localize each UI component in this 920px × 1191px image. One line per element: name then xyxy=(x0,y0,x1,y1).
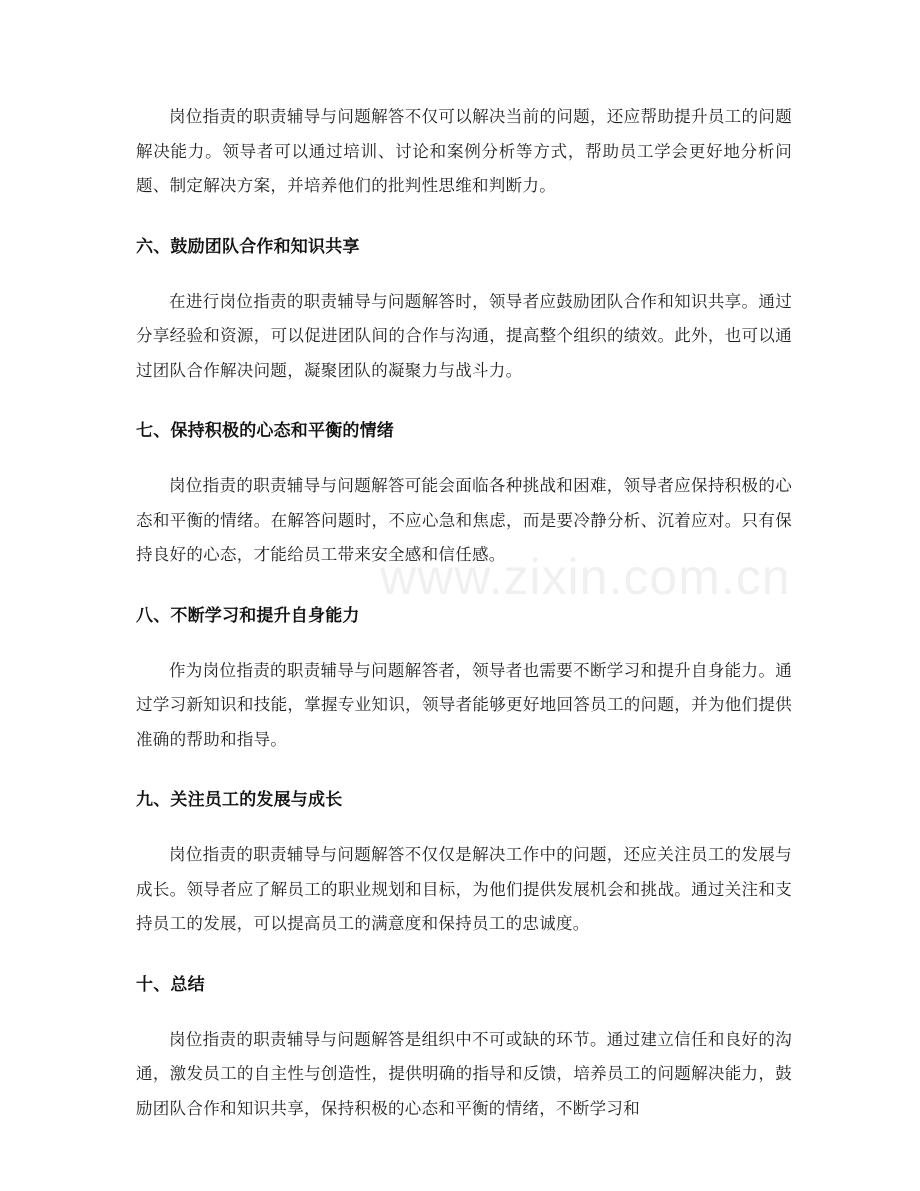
spacer xyxy=(136,388,792,414)
spacer xyxy=(136,942,792,968)
paragraph-teamwork: 在进行岗位指责的职责辅导与问题解答时，领导者应鼓励团队合作和知识共享。通过分享经验和资源，可以促进团队间的合作与沟通，提高整个组织的绩效。此外，也可以通过团队合作解决问题，凝聚团队的凝聚力与战斗力。 xyxy=(136,291,792,380)
section-heading-7: 七、保持积极的心态和平衡的情绪 xyxy=(136,421,394,441)
spacer xyxy=(136,1002,792,1023)
spacer xyxy=(136,204,792,230)
section-heading-9: 九、关注员工的发展与成长 xyxy=(136,790,343,810)
spacer xyxy=(136,448,792,469)
section-heading-8: 八、不断学习和提升自身能力 xyxy=(136,605,360,626)
paragraph-employee-growth: 岗位指责的职责辅导与问题解答不仅仅是解决工作中的问题，还应关注员工的发展与成长。领导者应了解员工的职业规划和目标，为他们提供发展机会和挑战。通过关注和支持员工的发展，可以提高员工的满意度和保持员工的忠诚度。 xyxy=(136,845,792,933)
section-heading-6: 六、鼓励团队合作和知识共享 xyxy=(136,236,360,257)
paragraph-problem-solving: 岗位指责的职责辅导与问题解答不仅可以解决当前的问题，还应帮助提升员工的问题解决能力。领导者可以通过培训、讨论和案例分析等方式，帮助员工学会更好地分析问题、制定解决方案，并培养他们的批判性思维和判断力。 xyxy=(136,107,792,195)
paragraph-attitude: 岗位指责的职责辅导与问题解答可能会面临各种挑战和困难，领导者应保持积极的心态和平衡的情绪。在解答问题时，不应心急和焦虑，而是要冷静分析、沉着应对。只有保持良好的心态，才能给员工带来安全感和信任感。 xyxy=(136,476,792,564)
spacer xyxy=(136,757,792,783)
spacer xyxy=(136,573,792,599)
watermark: www.zixin.com.cn xyxy=(380,549,791,605)
spacer xyxy=(136,633,792,654)
spacer xyxy=(136,817,792,838)
paragraph-summary: 岗位指责的职责辅导与问题解答是组织中不可或缺的环节。通过建立信任和良好的沟通，激发员工的自主性与创造性，提供明确的指导和反馈，培养员工的问题解决能力，鼓励团队合作和知识共享，保持积极的心态和平衡的情绪，不断学习和 xyxy=(136,1029,792,1118)
spacer xyxy=(136,264,792,285)
document-body xyxy=(136,100,792,1126)
paragraph-learning: 作为岗位指责的职责辅导与问题解答者，领导者也需要不断学习和提升自身能力。通过学习新知识和技能，掌握专业知识，领导者能够更好地回答员工的问题，并为他们提供准确的帮助和指导。 xyxy=(136,660,792,749)
section-heading-10: 十、总结 xyxy=(136,974,205,995)
